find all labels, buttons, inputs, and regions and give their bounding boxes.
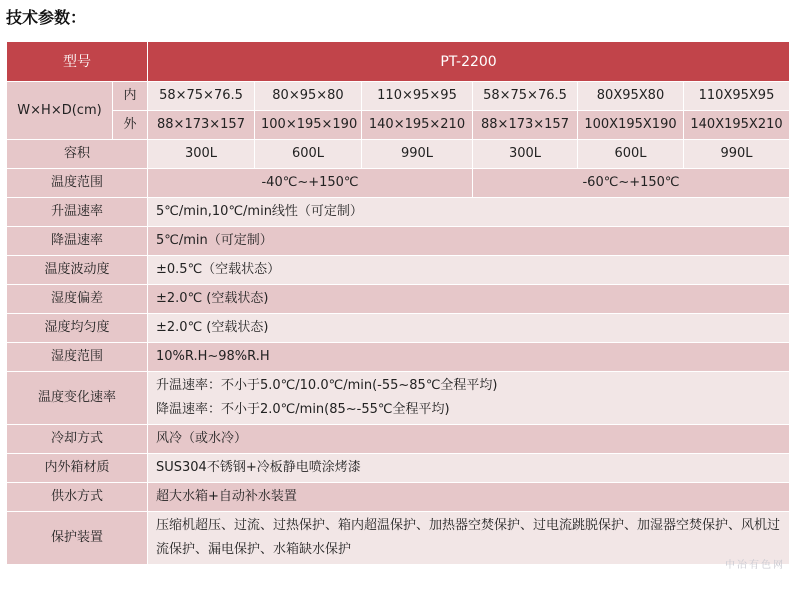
spec-row xyxy=(7,314,790,343)
spec-value: 5℃/min,10℃/min线性（可定制） xyxy=(148,198,790,227)
temp-range-cell: -40℃~+150℃ xyxy=(148,169,473,198)
outer-label: 外 xyxy=(113,111,148,140)
temp-change-label: 温度变化速率 xyxy=(7,372,148,425)
outer-cell: 140X195X210 xyxy=(684,111,790,140)
inner-label: 内 xyxy=(113,82,148,111)
spec-label: 温度波动度 xyxy=(7,256,148,285)
spec-row xyxy=(7,227,790,256)
spec-value: SUS304不锈钢+冷板静电喷涂烤漆 xyxy=(148,454,790,483)
inner-cell: 80X95X80 xyxy=(578,82,684,111)
spec-label: 内外箱材质 xyxy=(7,454,148,483)
volume-cell: 990L xyxy=(684,140,790,169)
dimension-inner-row xyxy=(7,82,790,111)
volume-cell: 600L xyxy=(255,140,362,169)
spec-row xyxy=(7,198,790,227)
outer-cell: 140×195×210 xyxy=(362,111,473,140)
outer-cell: 100X195X190 xyxy=(578,111,684,140)
outer-cell: 88×173×157 xyxy=(473,111,578,140)
spec-value: ±0.5℃（空载状态） xyxy=(148,256,790,285)
spec-value: ±2.0℃ (空载状态) xyxy=(148,285,790,314)
temp-change-line: 升温速率：不小于5.0℃/10.0℃/min(-55~85℃全程平均) xyxy=(156,378,498,393)
spec-value: ±2.0℃ (空载状态) xyxy=(148,314,790,343)
temp-range-label: 温度范围 xyxy=(7,169,148,198)
temp-change-row xyxy=(7,372,790,425)
header-row xyxy=(7,42,790,82)
volume-cell: 990L xyxy=(362,140,473,169)
spec-label: 冷却方式 xyxy=(7,425,148,454)
dimension-outer-row xyxy=(7,111,790,140)
spec-value: 风冷（或水冷） xyxy=(148,425,790,454)
spec-table xyxy=(6,41,790,565)
volume-row xyxy=(7,140,790,169)
header-model: PT-2200 xyxy=(148,42,790,82)
spec-row xyxy=(7,454,790,483)
spec-row xyxy=(7,483,790,512)
spec-row xyxy=(7,285,790,314)
volume-label: 容积 xyxy=(7,140,148,169)
protection-label: 保护装置 xyxy=(7,512,148,565)
spec-row xyxy=(7,343,790,372)
inner-cell: 110X95X95 xyxy=(684,82,790,111)
volume-cell: 600L xyxy=(578,140,684,169)
inner-cell: 58×75×76.5 xyxy=(473,82,578,111)
page-title: 技术参数： xyxy=(6,8,87,27)
spec-label: 供水方式 xyxy=(7,483,148,512)
spec-value: 超大水箱+自动补水装置 xyxy=(148,483,790,512)
temp-range-row xyxy=(7,169,790,198)
spec-label: 湿度范围 xyxy=(7,343,148,372)
spec-label: 湿度偏差 xyxy=(7,285,148,314)
spec-label: 升温速率 xyxy=(7,198,148,227)
outer-cell: 88×173×157 xyxy=(148,111,255,140)
spec-value: 5℃/min（可定制） xyxy=(148,227,790,256)
header-label: 型号 xyxy=(7,42,148,82)
spec-value: 10%R.H~98%R.H xyxy=(148,343,790,372)
spec-label: 降温速率 xyxy=(7,227,148,256)
inner-cell: 58×75×76.5 xyxy=(148,82,255,111)
spec-row xyxy=(7,425,790,454)
outer-cell: 100×195×190 xyxy=(255,111,362,140)
temp-change-value xyxy=(148,372,790,425)
spec-row xyxy=(7,256,790,285)
protection-value: 压缩机超压、过流、过热保护、箱内超温保护、加热器空焚保护、过电流跳脱保护、加湿器空焚保护、风机过流保护、漏电保护、水箱缺水保护 xyxy=(148,512,790,565)
protection-row xyxy=(7,512,790,565)
volume-cell: 300L xyxy=(473,140,578,169)
spec-label: 湿度均匀度 xyxy=(7,314,148,343)
volume-cell: 300L xyxy=(148,140,255,169)
inner-cell: 110×95×95 xyxy=(362,82,473,111)
temp-range-cell: -60℃~+150℃ xyxy=(473,169,790,198)
inner-cell: 80×95×80 xyxy=(255,82,362,111)
dimension-label: W×H×D(cm) xyxy=(7,82,113,140)
watermark-logo: 中冶有色网 xyxy=(725,560,785,571)
temp-change-line: 降温速率：不小于2.0℃/min(85~-55℃全程平均) xyxy=(156,402,450,417)
